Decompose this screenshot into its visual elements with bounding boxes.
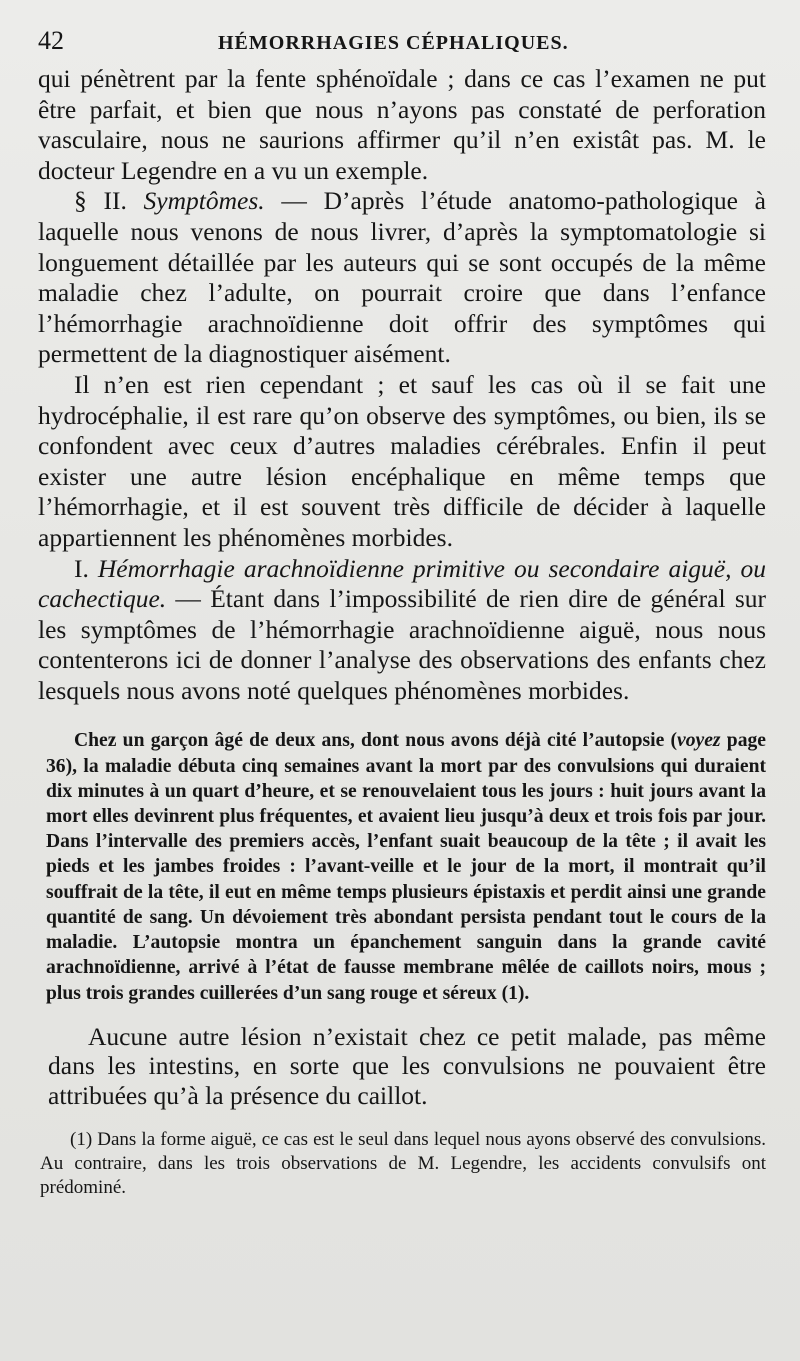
observation-voyez: voyez — [677, 730, 721, 752]
section-text: D’après l’étude anatomo-pathologique à laquelle nous venons de nous livrer, d’après la symptomatologie si longuement détaillée par les auteurs qui se sont occupés de la même maladie chez l’adulte, on pourrait croire que dans l’enfance l’hémorrhagie arachnoïdienne doit offrir des symptômes qui permettent de la diagnostiquer aisément. — [38, 186, 767, 369]
observation-text-start: Chez un garçon âgé de deux ans, dont nous avons déjà cité l’autopsie ( — [74, 730, 678, 752]
subsection-dash: — — [166, 584, 211, 614]
paragraph-aucune-autre-lesion: Aucune autre lésion n’existait chez ce petit malade, pas même dans les intestins, en sorte que les convulsions ne pouvaient être attribuées qu’à la présence du caillot. — [48, 1021, 766, 1110]
section-symptomes — [38, 186, 766, 370]
subsection-text: Étant dans l’impossibilité de rien dire de général sur les symptômes de l’hémorrhagie arachnoïdienne aiguë, nous nous contenterons ici de donner l’analyse des observations des enfants chez lesquels nous avons noté quelques phénomènes morbides. — [38, 584, 767, 705]
subsection-number: I. — [74, 553, 89, 583]
section-label: § II. — [74, 186, 127, 216]
observation-text-rest: page 36), la maladie débuta cinq semaines avant la mort par des convulsions qui duraient dix minutes à un quart d’heure, et se renouvelaient tous les jours : huit jours avant la mort elles devinrent plus fréquentes, et avaient lieu jusqu’à deux et trois fois par jour. Dans l’intervalle des premiers accès, l’enfant suait beaucoup de la tête ; il avait les pieds et les jambes froides : l’avant-veille et le jour de la mort, il montrait qu’il souffrait de la tête, il eut en même temps plusieurs épistaxis et perdit ainsi une grande quantité de sang. Un dévoiement très abondant persista pendant tout le cours de la maladie. L’autopsie montra un épanchement sanguin dans la grande cavité arachnoïdienne, arrivé à l’état de fausse membrane mêlée de caillots noirs, mous ; plus trois grandes cuillerées d’un sang rouge et séreux (1). — [46, 730, 766, 1004]
page-number: 42 — [38, 26, 64, 55]
paragraph-continuation: qui pénètrent par la fente sphénoïdale ; dans ce cas l’examen ne put être parfait, et bien que nous n’ayons pas constaté de perforation vasculaire, nous ne saurions affirmer qu’il n’en existât pas. M. le docteur Legendre en a vu un exemple. — [38, 64, 766, 185]
subsection-title: Hémorrhagie arachnoïdienne primitive ou secondaire aiguë, ou cachectique. — [38, 553, 766, 614]
page-header — [38, 26, 766, 64]
running-title: HÉMORRHAGIES CÉPHALIQUES. — [218, 32, 569, 54]
main-text — [38, 64, 766, 706]
section-dash: — — [264, 186, 324, 216]
observation-block — [46, 728, 766, 1005]
footnote: (1) Dans la forme aiguë, ce cas est le seul dans lequel nous ayons observé des convulsions. Au contraire, dans les trois observations de M. Legendre, les accidents convulsifs ont prédominé. — [40, 1128, 766, 1198]
subsection-hemorrhagie — [38, 554, 766, 707]
section-title: Symptômes. — [143, 186, 265, 216]
paragraph-il-n-en-est-rien: Il n’en est rien cependant ; et sauf les cas où il se fait une hydrocéphalie, il est rare qu’on observe des symptômes, ou bien, ils se confondent avec ceux d’autres maladies cérébrales. Enfin il peut exister une autre lésion encéphalique en même temps que l’hémorrhagie, et il est souvent très difficile de décider à laquelle appartiennent les phénomènes morbides. — [38, 369, 766, 552]
